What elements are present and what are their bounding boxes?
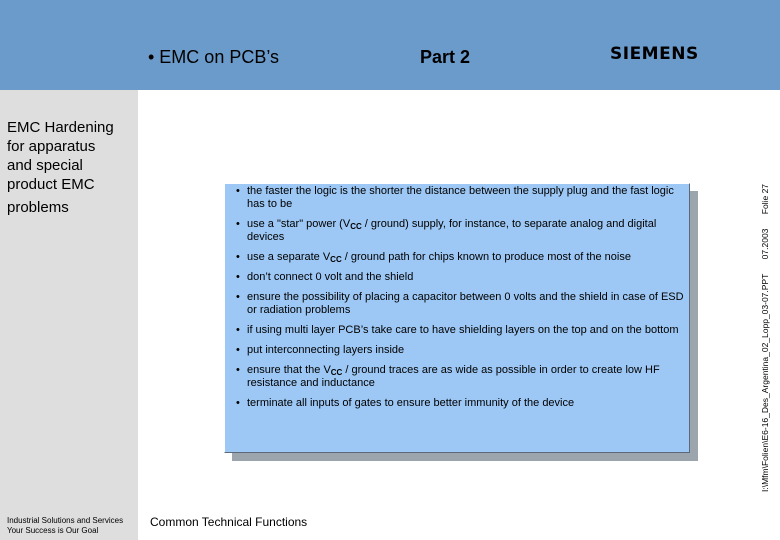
slide-number: Folie 27 [760,183,770,215]
part-label: Part 2 [420,47,471,67]
bullet-subscript: CC [350,222,362,231]
sidebar-heading-line: problems [7,199,69,216]
bullet-list [235,185,685,417]
bullet-text: don’t connect 0 volt and the shield [247,271,414,283]
bullet-item [235,291,685,317]
sidebar-heading-line: product EMC [7,176,95,193]
bullet-item [235,185,685,211]
sidebar-heading-line: for apparatus [7,138,96,155]
bullet-text: the faster the logic is the shorter the distance between the supply plug and the fast logic has to be [247,185,674,210]
bullet-item [235,251,685,264]
siemens-logo: SIEMENS [610,44,699,64]
sidebar-footer [7,516,123,536]
content-box [224,183,690,453]
bullet-item [235,397,685,410]
left-sidebar [0,90,138,540]
bullet-text: ensure that the V [247,364,331,376]
footer-department: Common Technical Functions [150,515,308,529]
slide-title: • EMC on PCB’s [148,47,280,67]
bullet-item [235,324,685,337]
bullet-item [235,218,685,244]
bullet-item [235,271,685,284]
file-path: I:\Mfm\Folien\E6-16_Des_Argentina_02_Lopp_03-07.PPT [760,273,770,492]
bullet-text: use a separate V [247,251,331,263]
bullet-text: use a "star" power (V [247,218,351,230]
bullet-text: / ground traces are as wide as possible in order to create low HF resistance and inductance [247,364,660,389]
bullet-subscript: CC [330,255,342,264]
bullet-text: if using multi layer PCB’s take care to have shielding layers on the top and on the bottom [247,324,679,336]
file-date: 07.2003 [760,228,770,260]
sidebar-footer-line: Industrial Solutions and Services [7,516,124,525]
sidebar-heading-line: and special [7,157,83,174]
header-bar [0,0,780,90]
bullet-text: / ground path for chips known to produce most of the noise [341,251,631,263]
bullet-text: put interconnecting layers inside [247,344,405,356]
bullet-text: terminate all inputs of gates to ensure better immunity of the device [247,397,575,409]
bullet-text: ensure the possibility of placing a capacitor between 0 volts and the shield in case of ESD or radiation problems [247,291,684,316]
sidebar-heading [7,118,135,217]
bullet-item [235,344,685,357]
sidebar-footer-line: Your Success is Our Goal [7,526,99,535]
bullet-subscript: CC [330,368,343,377]
vertical-file-info [758,183,772,492]
bullet-item [235,364,685,390]
bullet-text: / ground) supply, for instance, to separate analog and digital devices [247,218,657,243]
sidebar-heading-line: EMC Hardening [7,119,114,136]
